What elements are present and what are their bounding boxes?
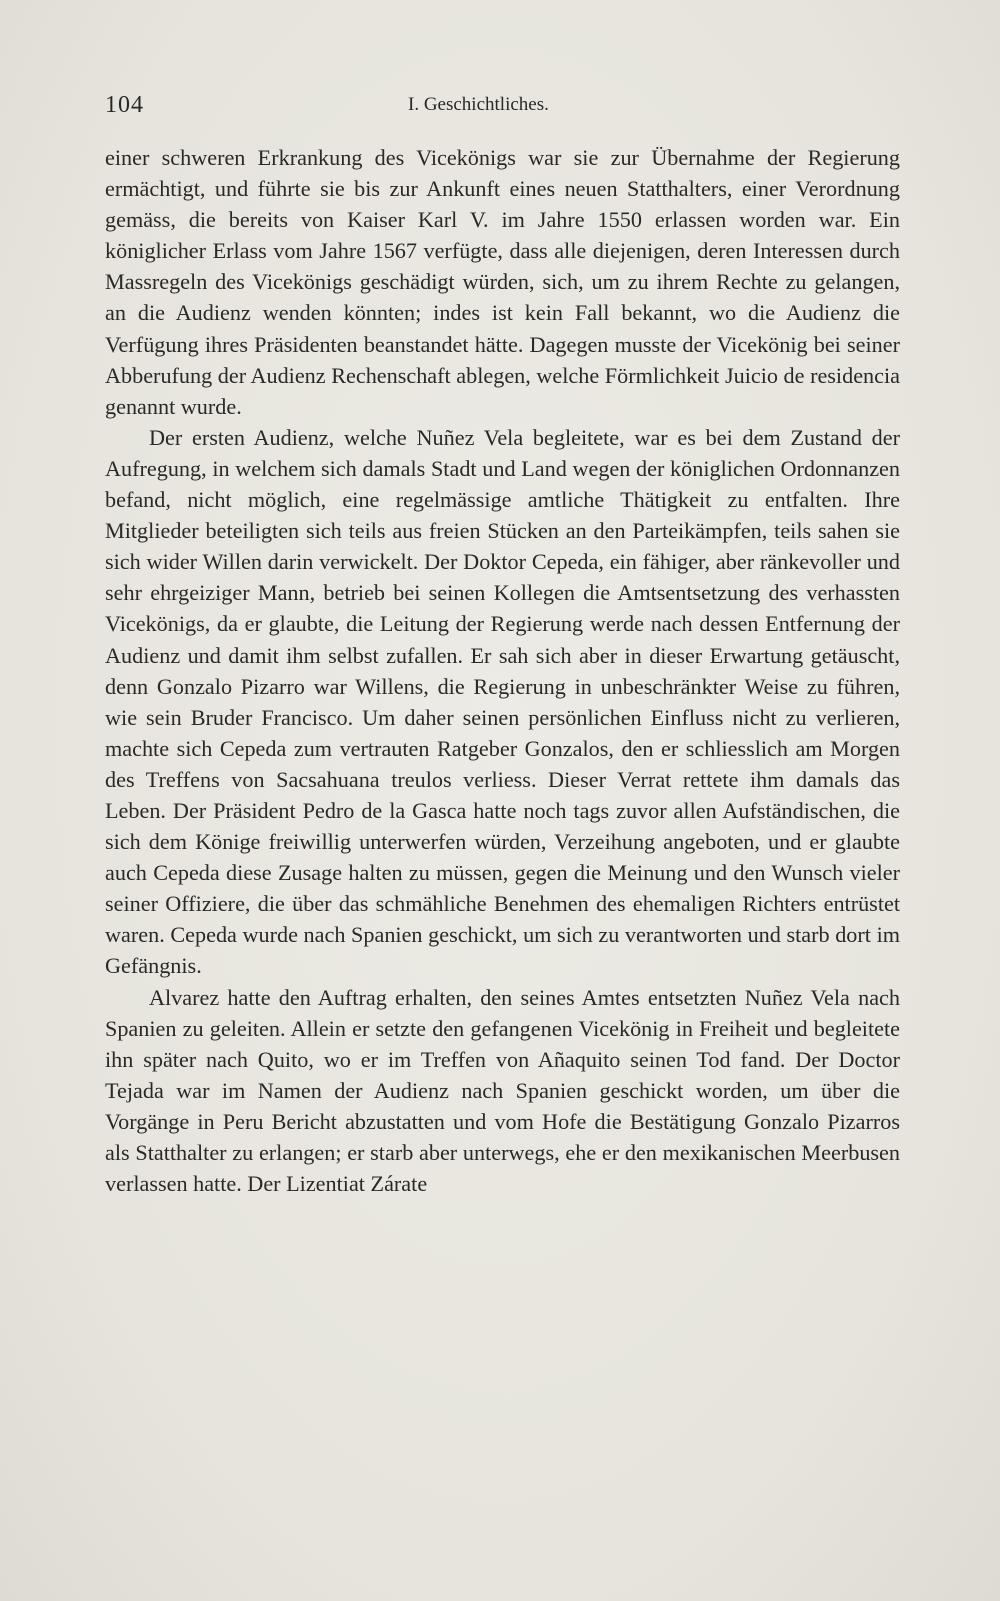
paragraph-3: Alvarez hatte den Auftrag erhalten, den seines Amtes entsetzten Nuñez Vela nach Spanien zu geleiten. Allein er setzte den gefangenen Vicekönig in Freiheit und begleitete ihn später nach Quito, wo er im Treffen von Añaquito seinen Tod fand. Der Doctor Tejada war im Namen der Audienz nach Spanien geschickt worden, um über die Vorgänge in Peru Bericht abzustatten und vom Hofe die Bestätigung Gonzalo Pizarros als Statthalter zu erlangen; er starb aber unterwegs, ehe er den mexikanischen Meerbusen verlassen hatte. Der Lizentiat Zárate <box>105 984 900 1197</box>
paragraph-1: einer schweren Erkrankung des Vicekönigs war sie zur Übernahme der Regierung ermächtigt, und führte sie bis zur Ankunft eines neuen Statthalters, einer Verordnung gemäss, die bereits von Kaiser Karl V. im Jahre 1550 erlassen worden war. Ein königlicher Erlass vom Jahre 1567 verfügte, dass alle diejenigen, deren Interessen durch Massregeln des Vicekönigs geschädigt würden, sich, um zu ihrem Rechte zu gelangen, an die Audienz wenden könnten; indes ist kein Fall bekannt, wo die Audienz die Verfügung ihres Präsidenten beanstandet hätte. Dagegen musste der Vicekönig bei seiner Abberufung der Audienz Rechenschaft ablegen, welche Förmlichkeit Juicio de residencia genannt wurde. <box>105 145 900 419</box>
body-text <box>105 142 900 1199</box>
running-head <box>105 92 895 128</box>
page-number: 104 <box>105 92 144 118</box>
running-head-title: I. Geschichtliches. <box>408 94 549 115</box>
paragraph-2: Der ersten Audienz, welche Nuñez Vela begleitete, war es bei dem Zustand der Aufregung, in welchem sich damals Stadt und Land wegen der königlichen Ordonnanzen befand, nicht möglich, eine regelmässige amtliche Thätigkeit zu entfalten. Ihre Mitglieder beteiligten sich teils aus freien Stücken an den Parteikämpfen, teils sahen sie sich wider Willen darin verwickelt. Der Doktor Cepeda, ein fähiger, aber ränkevoller und sehr ehrgeiziger Mann, betrieb bei seinen Kollegen die Amtsentsetzung des verhassten Vicekönigs, da er glaubte, die Leitung der Regierung werde nach dessen Entfernung der Audienz und damit ihm selbst zufallen. Er sah sich aber in dieser Erwartung getäuscht, denn Gonzalo Pizarro war Willens, die Regierung in unbeschränkter Weise zu führen, wie sein Bruder Francisco. Um daher seinen persönlichen Einfluss nicht zu verlieren, machte sich Cepeda zum vertrauten Ratgeber Gonzalos, den er schliesslich am Morgen des Treffens von Sacsahuana treulos verliess. Dieser Verrat rettete ihm damals das Leben. Der Präsident Pedro de la Gasca hatte noch tags zuvor allen Aufständischen, die sich dem Könige freiwillig unterwerfen würden, Verzeihung angeboten, und er glaubte auch Cepeda diese Zusage halten zu müssen, gegen die Meinung und den Wunsch vieler seiner Offiziere, die über das schmähliche Benehmen des ehemaligen Richters entrüstet waren. Cepeda wurde nach Spanien geschickt, um sich zu verantworten und starb dort im Gefängnis. <box>105 424 900 979</box>
